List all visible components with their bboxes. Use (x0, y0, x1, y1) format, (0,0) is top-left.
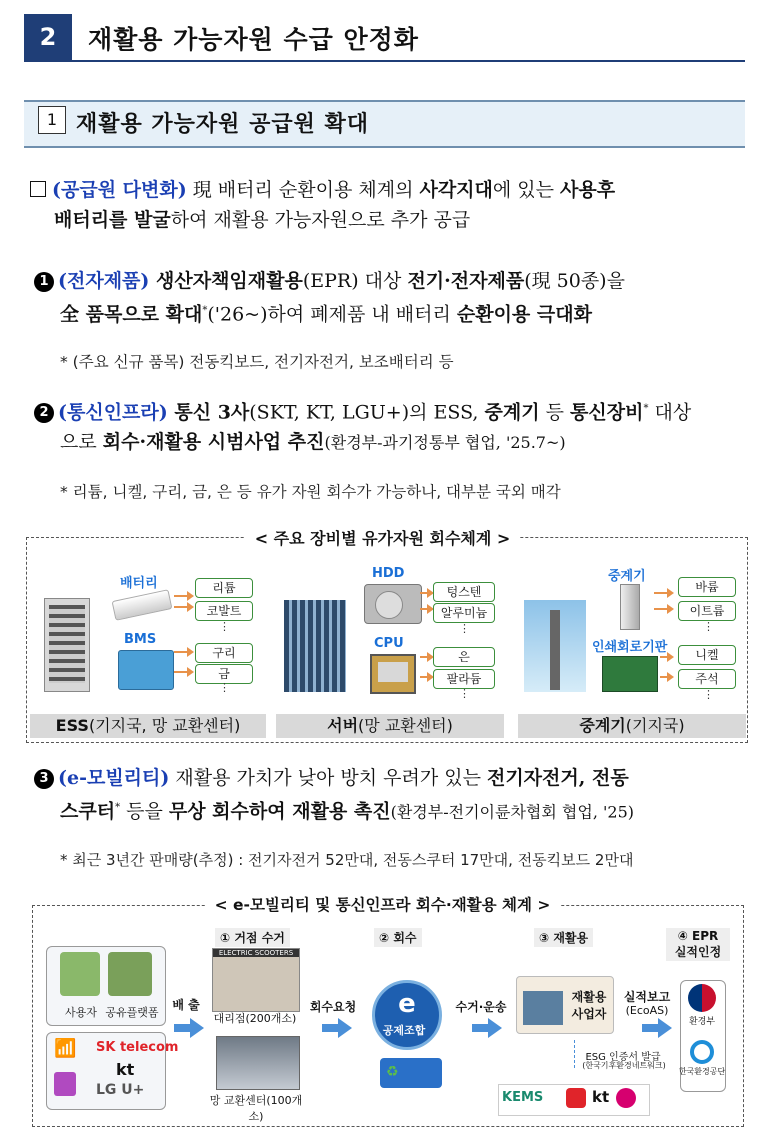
item2-footnote: * 리튬, 니켈, 구리, 금, 은 등 유가 자원 회수가 가능하나, 대부분 국외 매각 (60, 483, 561, 501)
part-label-pcb: 인쇄회로기판 (592, 640, 668, 655)
arrow-icon (420, 592, 428, 594)
logo-sk-telecom: SK telecom (96, 1040, 179, 1055)
resource-tag: 주석 (678, 669, 736, 689)
logo-lguplus-icon (616, 1088, 636, 1108)
resource-tag: 이트륨 (678, 601, 736, 621)
arrow-icon (660, 676, 668, 678)
subsection-number: 1 (38, 106, 66, 134)
logo-lg-uplus: LG U+ (96, 1082, 145, 1098)
item-electronics: 1 (전자제품) 생산자책임재활용(EPR) 대상 전기·전자제품(現 50종)을 全 품목으로 확대*('26~)하여 폐제품 내 배터리 순환이용 극대화 (34, 266, 746, 329)
arrow-right-icon (338, 1018, 352, 1038)
label-transport: 수거·운송 (455, 1000, 507, 1014)
section-title: 재활용 가능자원 수급 안정화 (88, 25, 419, 54)
exchange-center-image (216, 1036, 300, 1090)
caption-server: 서버(망 교환센터) (276, 714, 504, 738)
factory-icon (523, 991, 563, 1025)
label-recycler: 재활용 사업자 (571, 990, 607, 1021)
step-collection: ① 거점 수거 (215, 928, 290, 947)
bullet-number-1: 1 (34, 272, 54, 292)
cell-tower-image (524, 600, 586, 692)
arrow-icon (420, 656, 428, 658)
label-cooperative: 공제조합 (382, 1024, 426, 1037)
section-number: 2 (24, 14, 72, 60)
label-keco: 한국환경공단 (678, 1067, 726, 1076)
recycle-icon: ♻ (386, 1064, 399, 1080)
arrow-right-icon (190, 1018, 204, 1038)
part-label-hdd: HDD (372, 566, 405, 581)
ellipsis-icon: ⋮ (219, 620, 230, 633)
keco-logo-icon (690, 1040, 714, 1064)
bms-module-image (118, 650, 174, 690)
label-exchange-center: 망 교환센터(100개소) (209, 1094, 303, 1123)
ess-cabinet-image (44, 598, 90, 692)
arrow-icon (660, 656, 668, 658)
intro-paragraph: (공급원 다변화) 現 배터리 순환이용 체계의 사각지대에 있는 사용후 배터리를 발굴하여 재활용 가능자원으로 추가 공급 (30, 175, 745, 235)
server-rack-image (284, 600, 346, 692)
arrow-right-icon (488, 1018, 502, 1038)
part-label-battery: 배터리 (120, 576, 158, 591)
label-user: 사용자 (65, 1006, 97, 1019)
label-agency: 대리점(200개소) (213, 1012, 297, 1025)
resource-tag: 구리 (195, 643, 253, 663)
arrow-icon (174, 651, 188, 653)
arrow-icon (174, 606, 188, 608)
label-platform: 공유플랫폼 (105, 1006, 159, 1019)
shared-scooter-image (108, 952, 152, 996)
resource-tag: 알루미늄 (433, 603, 495, 623)
resource-tag: 바륨 (678, 577, 736, 597)
part-label-bms: BMS (124, 632, 157, 647)
part-label-cpu: CPU (374, 636, 404, 651)
cooperative-logo: e (372, 980, 442, 1050)
resource-tag: 리튬 (195, 578, 253, 598)
arrow-icon (174, 595, 188, 597)
resource-tag: 팔라듐 (433, 669, 495, 689)
logo-skt-icon (566, 1088, 586, 1108)
caption-ess: ESS(기지국, 망 교환센터) (30, 714, 266, 738)
repeater-image (620, 584, 640, 630)
subsection-title: 재활용 가능자원 공급원 확대 (76, 112, 370, 137)
logo-kt: kt (116, 1060, 135, 1079)
antenna-icon: 📶 (54, 1038, 77, 1059)
item3-footnote: * 최근 3년간 판매량(추정) : 전기자전거 52만대, 전동스쿠터 17만대, 전동킥보드 2만대 (60, 851, 634, 869)
label-ecoas: (EcoAS) (625, 1004, 669, 1017)
pcb-image (602, 656, 658, 692)
cpu-image (370, 654, 416, 694)
resource-tag: 금 (195, 664, 253, 684)
bullet-number-2: 2 (34, 403, 54, 423)
item-telecom: 2 (통신인프라) 통신 3사(SKT, KT, LGU+)의 ESS, 중계기 등 통신장비* 대상 으로 회수·재활용 시범사업 추진(환경부-과기정통부 협업, '25.7~) (34, 394, 746, 458)
step-recovery: ② 회수 (374, 928, 422, 947)
part-label-repeater: 중계기 (608, 569, 646, 584)
arrow-icon (174, 671, 188, 673)
label-ministry: 환경부 (688, 1017, 716, 1027)
arrow-icon (420, 608, 428, 610)
arrow-icon (420, 676, 428, 678)
arrow-right-icon (658, 1018, 672, 1038)
step-epr: ④ EPR 실적인정 (666, 928, 730, 961)
ellipsis-icon: ⋮ (703, 688, 714, 701)
logo-kems: KEMS (502, 1090, 544, 1105)
label-esg-sub: (한국기후환경네트워크) (582, 1061, 666, 1070)
resource-tag: 코발트 (195, 601, 253, 621)
agency-store-image: ELECTRIC SCOOTERS (212, 948, 300, 1012)
resource-tag: 니켈 (678, 645, 736, 665)
step-recycling: ③ 재활용 (534, 928, 593, 947)
caption-repeater: 중계기(기지국) (518, 714, 746, 738)
checkbox-square-icon (30, 181, 46, 197)
label-esg: ESG 인증서 발급 (585, 1052, 661, 1063)
label-request: 회수요청 (309, 1000, 357, 1014)
ministry-emblem-icon (688, 984, 716, 1012)
resource-tag: 텅스텐 (433, 582, 495, 602)
arrow-icon (654, 592, 668, 594)
ellipsis-icon: ⋮ (459, 622, 470, 635)
ellipsis-icon: ⋮ (219, 681, 230, 694)
item-e-mobility: 3 (e-모빌리티) 재활용 가치가 낮아 방치 우려가 있는 전기자전거, 전동 스쿠터* 등을 무상 회수하여 재활용 촉진(환경부-전기이륜차협회 협업, '25) (34, 763, 746, 827)
label-report: 실적보고 (623, 990, 671, 1004)
bullet-number-3: 3 (34, 769, 54, 789)
diagram2-title: < e-모빌리티 및 통신인프라 회수·재활용 체계 > (0, 893, 765, 915)
resource-tag: 은 (433, 647, 495, 667)
arrow-icon (654, 608, 668, 610)
ellipsis-icon: ⋮ (703, 620, 714, 633)
logo-kt-small: kt (592, 1088, 610, 1106)
item1-footnote: * (주요 신규 품목) 전동킥보드, 전기자전거, 보조배터리 등 (60, 353, 454, 371)
scooter-rider-image (60, 952, 100, 996)
ellipsis-icon: ⋮ (459, 687, 470, 700)
label-discharge: 배 출 (172, 998, 200, 1012)
server-icon (54, 1072, 76, 1096)
hdd-image (364, 584, 422, 624)
diagram1-title: < 주요 장비별 유가자원 회수체계 > (0, 526, 765, 549)
